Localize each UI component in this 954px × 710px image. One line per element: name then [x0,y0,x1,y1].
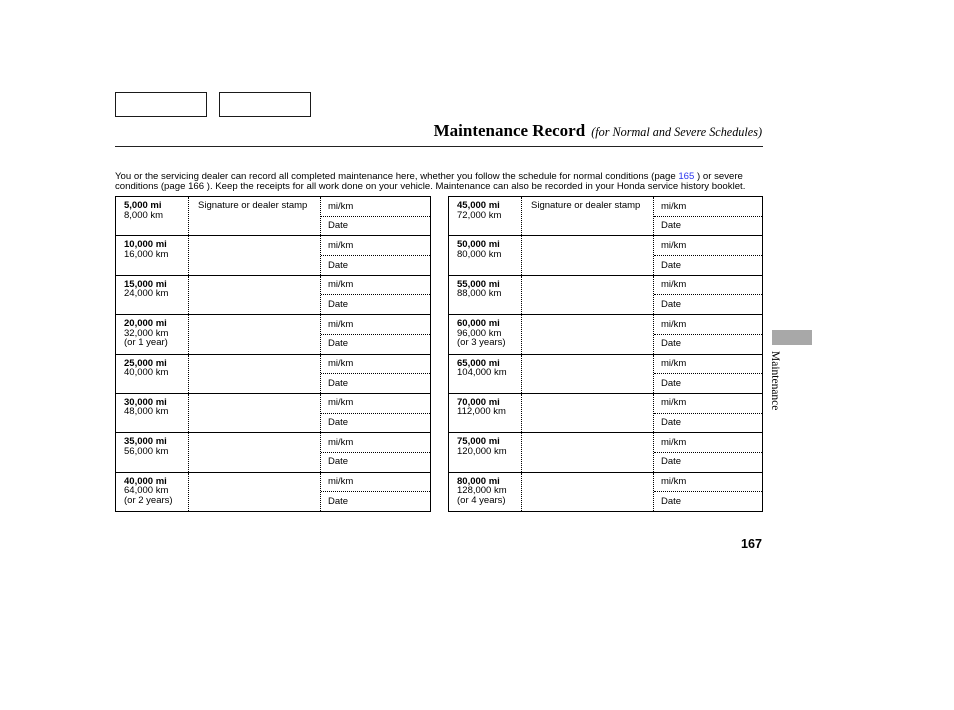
signature-cell [521,197,653,235]
record-row [116,354,430,393]
date-label: Date [661,298,682,310]
date-label: Date [328,259,349,271]
mileage-km: 112,000 km [457,406,506,418]
date-field [321,453,430,472]
mileage-cell [116,236,188,274]
mileage-cell [449,315,521,353]
mileage-cell [449,433,521,471]
record-row [116,235,430,274]
odometer-date-cell [653,315,762,353]
signature-cell [521,355,653,393]
signature-cell [521,433,653,471]
odometer-date-cell [320,197,430,235]
mileage-km: 16,000 km [124,248,169,260]
page-number: 167 [740,537,762,551]
odometer-date-cell [653,197,762,235]
odometer-date-cell [653,473,762,511]
signature-cell [521,236,653,274]
mileage-miles: 80,000 mi [457,475,500,487]
mileage-cell [116,473,188,511]
date-field [321,374,430,393]
date-field [654,492,762,511]
date-label: Date [661,259,682,271]
maintenance-record-table-left [115,196,431,512]
odometer-date-cell [653,433,762,471]
mileage-km: 56,000 km [124,445,169,457]
record-row [449,393,762,432]
mikm-label: mi/km [328,436,354,448]
mileage-cell [116,276,188,314]
odometer-date-cell [320,315,430,353]
signature-cell [521,394,653,432]
mileage-km: 32,000 km [124,327,169,339]
mileage-miles: 45,000 mi [457,200,500,211]
odometer-date-cell [653,276,762,314]
date-label: Date [328,377,349,389]
signature-label: Signature or dealer stamp [198,200,308,211]
signature-cell [188,473,320,511]
mileage-cell [116,197,188,235]
mileage-km: 104,000 km [457,367,507,379]
mikm-label: mi/km [661,397,687,409]
mileage-miles: 20,000 mi [124,318,167,330]
date-field [654,453,762,472]
record-row [116,393,430,432]
date-field [654,256,762,275]
mileage-miles: 60,000 mi [457,318,500,330]
section-tab-label: Maintenance [769,351,781,411]
record-row [116,314,430,353]
mileage-cell [116,394,188,432]
odometer-date-cell [320,236,430,274]
mikm-label: mi/km [328,318,354,330]
signature-cell [188,355,320,393]
signature-cell [188,276,320,314]
mikm-label: mi/km [328,239,354,251]
mikm-label: mi/km [328,476,354,488]
mileage-miles: 50,000 mi [457,239,500,251]
odometer-date-cell [320,355,430,393]
mileage-km: 120,000 km [457,445,507,457]
intro-text: You or the servicing dealer can record all completed maintenance here, whether you follow the schedule for normal conditions (page [115,171,679,182]
date-field [321,217,430,236]
mileage-miles: 70,000 mi [457,396,500,408]
odometer-date-cell [320,433,430,471]
mileage-miles: 35,000 mi [124,436,167,448]
date-field [321,492,430,511]
mikm-field [654,315,762,335]
mileage-note: (or 1 year) [124,337,168,349]
record-row [449,235,762,274]
signature-cell [521,315,653,353]
date-field [654,217,762,236]
nav-button-1[interactable] [115,92,207,117]
mikm-field [654,433,762,453]
mikm-label: mi/km [661,318,687,330]
signature-cell [188,394,320,432]
date-field [321,295,430,314]
date-label: Date [661,338,682,350]
date-label: Date [328,417,349,429]
mileage-note: (or 3 years) [457,337,506,349]
mileage-miles: 30,000 mi [124,396,167,408]
mileage-cell [449,276,521,314]
mikm-field [654,394,762,414]
mikm-field [321,355,430,375]
mikm-label: mi/km [661,476,687,488]
mileage-km: 96,000 km [457,327,502,339]
nav-button-2[interactable] [219,92,311,117]
mikm-label: mi/km [328,358,354,370]
mikm-label: mi/km [661,200,687,212]
mileage-cell [449,197,521,235]
odometer-date-cell [320,473,430,511]
page-165-link[interactable]: 165 [678,171,695,182]
date-label: Date [328,220,349,232]
record-row [449,432,762,471]
mikm-field [654,197,762,217]
intro-text: conditions (page [115,180,189,192]
mikm-label: mi/km [328,279,354,291]
mileage-km: 88,000 km [457,288,502,300]
mikm-label: mi/km [661,436,687,448]
date-field [654,414,762,433]
page-subtitle: (for Normal and Severe Schedules) [591,125,762,139]
date-field [321,414,430,433]
page-166-reference: 166 [188,180,205,192]
mileage-cell [449,355,521,393]
record-row [116,275,430,314]
odometer-date-cell [320,394,430,432]
mikm-field [654,355,762,375]
mileage-cell [449,394,521,432]
odometer-date-cell [653,355,762,393]
mileage-miles: 55,000 mi [457,278,500,290]
signature-cell [188,433,320,471]
odometer-date-cell [653,394,762,432]
mileage-miles: 5,000 mi [124,200,162,211]
mikm-field [321,236,430,256]
record-row [449,354,762,393]
signature-cell [188,315,320,353]
date-label: Date [328,456,349,468]
mileage-miles: 15,000 mi [124,278,167,290]
mikm-field [654,276,762,296]
mikm-label: mi/km [328,397,354,409]
signature-cell [521,276,653,314]
header-divider [115,146,763,147]
date-label: Date [661,456,682,468]
signature-label: Signature or dealer stamp [531,200,641,211]
mikm-label: mi/km [328,200,354,212]
intro-text: ) or severe [694,171,743,182]
signature-cell [188,236,320,274]
mikm-field [654,236,762,256]
mileage-km: 48,000 km [124,406,169,418]
mileage-cell [449,473,521,511]
signature-cell [521,473,653,511]
mikm-field [321,276,430,296]
odometer-date-cell [320,276,430,314]
intro-line-2 [115,182,762,192]
date-field [654,295,762,314]
mileage-miles: 75,000 mi [457,436,500,448]
date-field [654,374,762,393]
mikm-label: mi/km [661,279,687,291]
date-label: Date [328,495,349,507]
date-label: Date [328,338,349,350]
date-field [654,335,762,354]
mikm-field [321,197,430,217]
mikm-label: mi/km [661,358,687,370]
mileage-cell [116,433,188,471]
page-title: Maintenance Record [433,121,586,140]
mikm-label: mi/km [661,239,687,251]
mileage-miles: 65,000 mi [457,357,500,369]
mileage-note: (or 2 years) [124,494,173,506]
mileage-cell [449,236,521,274]
date-label: Date [661,417,682,429]
date-field [321,256,430,275]
mikm-field [321,315,430,335]
record-row [449,197,762,235]
mikm-field [654,473,762,493]
date-label: Date [661,220,682,232]
signature-cell [188,197,320,235]
mikm-field [321,433,430,453]
mikm-field [321,473,430,493]
odometer-date-cell [653,236,762,274]
record-row [449,314,762,353]
record-row [116,197,430,235]
mileage-miles: 25,000 mi [124,357,167,369]
mileage-cell [116,315,188,353]
page-header [115,121,762,142]
date-label: Date [328,298,349,310]
mileage-km: 80,000 km [457,248,502,260]
mileage-miles: 10,000 mi [124,239,167,251]
mileage-miles: 40,000 mi [124,475,167,487]
record-row [116,432,430,471]
mikm-field [321,394,430,414]
mileage-cell [116,355,188,393]
mileage-km: 64,000 km [124,485,169,497]
maintenance-record-table-right [448,196,763,512]
date-field [321,335,430,354]
mileage-km: 8,000 km [124,209,164,221]
intro-paragraph [115,172,762,191]
record-row [449,472,762,511]
section-tab[interactable] [772,330,812,345]
record-row [449,275,762,314]
date-label: Date [661,377,682,389]
intro-text: ). Keep the receipts for all work done on your vehicle. Maintenance can also be recorded in your Honda service history booklet. [204,180,746,192]
mileage-km: 40,000 km [124,367,169,379]
mileage-km: 128,000 km [457,485,507,497]
mileage-note: (or 4 years) [457,494,506,506]
mileage-km: 24,000 km [124,288,169,300]
record-row [116,472,430,511]
mileage-km: 72,000 km [457,209,502,221]
date-label: Date [661,495,682,507]
